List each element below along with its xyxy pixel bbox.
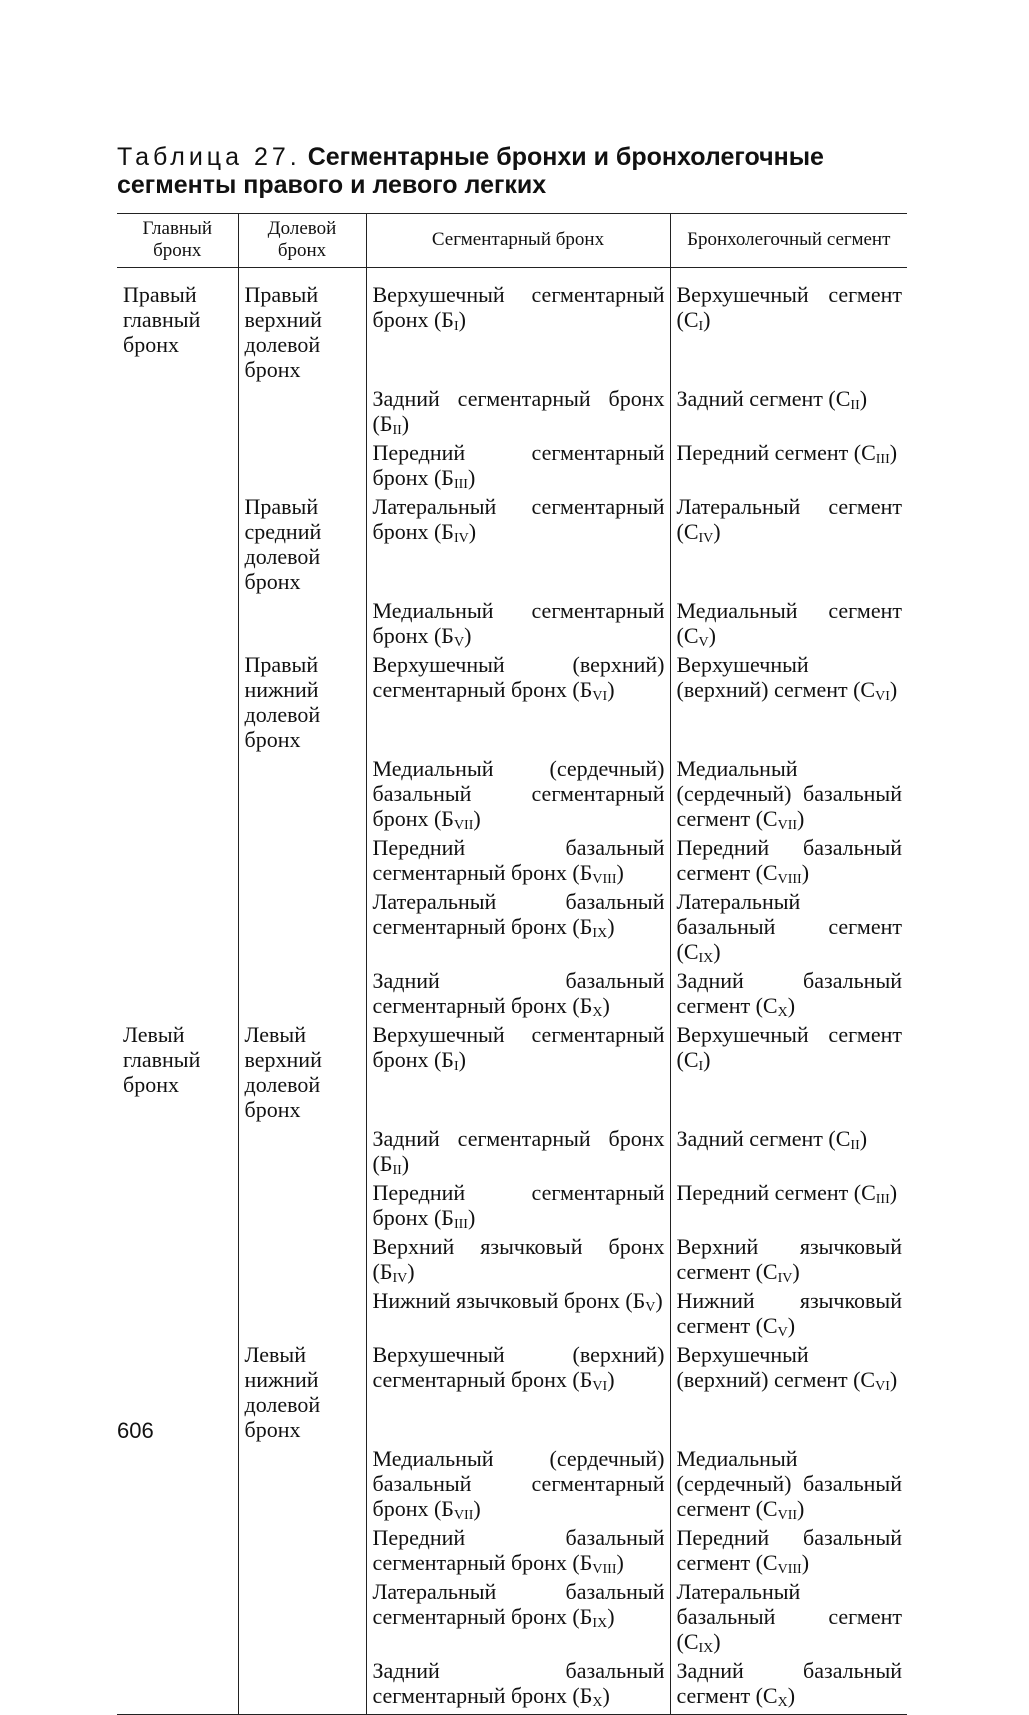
table-caption-text: Сегментарные бронхи и бронхолегочные сегменты правого и левого легких	[117, 143, 824, 199]
table-row	[117, 652, 907, 756]
table-row	[117, 756, 907, 835]
bronchopulmonary-segment-cell	[670, 889, 907, 968]
bronchopulmonary-segment-cell-text: Задний базальный сегмент $(С_X)$	[676, 968, 902, 1020]
bronchopulmonary-segment-cell	[670, 835, 907, 889]
segmental-bronchus-cell	[366, 1022, 670, 1126]
lobar-bronchus-cell	[238, 1658, 366, 1715]
main-bronchus-cell	[117, 889, 238, 968]
main-bronchus-cell	[117, 756, 238, 835]
table-row	[117, 1658, 907, 1715]
segmental-bronchus-cell-text: Передний сегментарный бронх $(Б_{III})$	[372, 1180, 665, 1232]
bronchopulmonary-segment-cell-text: Латеральный базальный сегмент $(С_{IX})$	[676, 889, 902, 966]
lobar-bronchus-cell-text: Правый нижний долевой бронх	[244, 652, 321, 752]
bronchopulmonary-segment-cell-text: Задний сегмент $(С_{II})$	[676, 386, 868, 413]
bronchopulmonary-segment-cell-text: Верхушечный (верхний) сегмент $(С_{VI})$	[676, 1342, 898, 1394]
table-row	[117, 440, 907, 494]
table-row	[117, 1288, 907, 1342]
header-segmental-bronchus: Сегментарный бронх	[366, 214, 670, 268]
table-row	[117, 968, 907, 1022]
segmental-bronchus-cell-text: Передний базальный сегментарный бронх $(Б_{VIII})$	[372, 1525, 665, 1577]
bronchopulmonary-segment-cell-text: Нижний язычковый сегмент $(С_V)$	[676, 1288, 902, 1340]
segmental-bronchus-cell-text: Верхушечный (верхний) сегментарный бронх $(Б_{VI})$	[372, 1342, 665, 1394]
lobar-bronchus-cell	[238, 835, 366, 889]
main-bronchus-cell	[117, 386, 238, 440]
segmental-bronchus-cell-text: Нижний язычковый бронх $(Б_V)$	[372, 1288, 663, 1315]
table-caption-prefix: Таблица 27.	[117, 143, 301, 171]
bronchopulmonary-segment-cell-text: Медиальный сегмент $(С_V)$	[676, 598, 902, 650]
segmental-bronchus-cell-text: Задний базальный сегментарный бронх $(Б_X)$	[372, 1658, 665, 1710]
table-row	[117, 1180, 907, 1234]
bronchopulmonary-segment-cell-text: Задний сегмент $(С_{II})$	[676, 1126, 868, 1153]
page-number: 606	[117, 1418, 154, 1443]
segmental-bronchus-cell	[366, 652, 670, 756]
bronchopulmonary-segment-cell	[670, 1446, 907, 1525]
lobar-bronchus-cell	[238, 968, 366, 1022]
bronchopulmonary-segment-cell-text: Верхушечный сегмент $(С_I)$	[676, 1022, 902, 1074]
table-row	[117, 386, 907, 440]
segmental-bronchus-cell	[366, 1126, 670, 1180]
table-row	[117, 1525, 907, 1579]
main-bronchus-cell	[117, 1658, 238, 1715]
bronchopulmonary-segment-cell	[670, 494, 907, 598]
segmental-bronchus-cell	[366, 1342, 670, 1446]
segmental-bronchus-cell-text: Верхушечный сегментарный бронх $(Б_I)$	[372, 282, 665, 334]
table-row	[117, 889, 907, 968]
table-row	[117, 1022, 907, 1126]
segmental-bronchus-cell	[366, 1288, 670, 1342]
bronchopulmonary-segment-cell	[670, 1126, 907, 1180]
lobar-bronchus-cell	[238, 1126, 366, 1180]
table-title	[117, 143, 917, 199]
lobar-bronchus-cell	[238, 1022, 366, 1126]
lobar-bronchus-cell	[238, 1234, 366, 1288]
main-bronchus-cell	[117, 1126, 238, 1180]
bronchopulmonary-segment-cell-text: Медиальный (сердечный) базальный сегмент $(С_{VII})$	[676, 756, 902, 833]
segmental-bronchus-cell-text: Медиальный сегментарный бронх $(Б_V)$	[372, 598, 665, 650]
lobar-bronchus-cell	[238, 1180, 366, 1234]
main-bronchus-cell	[117, 1022, 238, 1126]
bronchopulmonary-segment-cell	[670, 652, 907, 756]
table-row	[117, 1234, 907, 1288]
bronchopulmonary-segment-cell-text: Латеральный базальный сегмент $(С_{IX})$	[676, 1579, 902, 1656]
table-row	[117, 835, 907, 889]
bronchopulmonary-segment-cell	[670, 268, 907, 387]
lobar-bronchus-cell-text: Левый нижний долевой бронх	[244, 1342, 321, 1442]
header-bronchopulmonary-segment: Бронхолегочный сегмент	[670, 214, 907, 268]
segmental-bronchus-cell	[366, 598, 670, 652]
table-row	[117, 1342, 907, 1446]
main-bronchus-cell	[117, 1579, 238, 1658]
segmental-bronchus-cell	[366, 386, 670, 440]
main-bronchus-cell	[117, 1234, 238, 1288]
segmental-bronchus-cell	[366, 756, 670, 835]
header-main-bronchus: Главный бронх	[142, 218, 213, 261]
lobar-bronchus-cell	[238, 652, 366, 756]
lobar-bronchus-cell	[238, 756, 366, 835]
bronchopulmonary-segment-cell	[670, 1288, 907, 1342]
bronchi-table	[117, 213, 907, 1715]
lobar-bronchus-cell	[238, 1342, 366, 1446]
segmental-bronchus-cell-text: Передний базальный сегментарный бронх $(Б_{VIII})$	[372, 835, 665, 887]
bronchopulmonary-segment-cell-text: Передний базальный сегмент $(С_{VIII})$	[676, 1525, 902, 1577]
segmental-bronchus-cell-text: Медиальный (сердечный) базальный сегментарный бронх $(Б_{VII})$	[372, 756, 665, 833]
header-lobar-bronchus: Долевой бронх	[238, 214, 366, 268]
table-row	[117, 1126, 907, 1180]
bronchopulmonary-segment-cell	[670, 598, 907, 652]
bronchopulmonary-segment-cell-text: Передний сегмент $(С_{III})$	[676, 1180, 898, 1207]
bronchopulmonary-segment-cell-text: Задний базальный сегмент $(С_X)$	[676, 1658, 902, 1710]
main-bronchus-cell	[117, 1446, 238, 1525]
segmental-bronchus-cell-text: Задний сегментарный бронх $(Б_{II})$	[372, 1126, 665, 1178]
segmental-bronchus-cell-text: Медиальный (сердечный) базальный сегментарный бронх $(Б_{VII})$	[372, 1446, 665, 1523]
bronchopulmonary-segment-cell	[670, 1525, 907, 1579]
segmental-bronchus-cell-text: Латеральный сегментарный бронх $(Б_{IV})$	[372, 494, 665, 546]
segmental-bronchus-cell-text: Латеральный базальный сегментарный бронх $(Б_{IX})$	[372, 889, 665, 941]
main-bronchus-cell	[117, 652, 238, 756]
bronchopulmonary-segment-cell	[670, 1342, 907, 1446]
bronchopulmonary-segment-cell	[670, 386, 907, 440]
bronchopulmonary-segment-cell-text: Медиальный (сердечный) базальный сегмент $(С_{VII})$	[676, 1446, 902, 1523]
segmental-bronchus-cell	[366, 494, 670, 598]
segmental-bronchus-cell	[366, 1446, 670, 1525]
main-bronchus-cell	[117, 1525, 238, 1579]
bronchopulmonary-segment-cell	[670, 1180, 907, 1234]
table-row	[117, 598, 907, 652]
main-bronchus-cell	[117, 598, 238, 652]
bronchopulmonary-segment-cell	[670, 1658, 907, 1715]
main-bronchus-cell-text: Левый главный бронх	[123, 1022, 201, 1097]
bronchopulmonary-segment-cell	[670, 756, 907, 835]
main-bronchus-cell	[117, 968, 238, 1022]
segmental-bronchus-cell-text: Задний сегментарный бронх $(Б_{II})$	[372, 386, 665, 438]
segmental-bronchus-cell	[366, 1579, 670, 1658]
main-bronchus-cell	[117, 440, 238, 494]
bronchopulmonary-segment-cell-text: Передний сегмент $(С_{III})$	[676, 440, 898, 467]
segmental-bronchus-cell	[366, 440, 670, 494]
bronchopulmonary-segment-cell	[670, 1234, 907, 1288]
bronchopulmonary-segment-cell-text: Верхушечный (верхний) сегмент $(С_{VI})$	[676, 652, 898, 704]
table-row	[117, 1446, 907, 1525]
segmental-bronchus-cell-text: Латеральный базальный сегментарный бронх $(Б_{IX})$	[372, 1579, 665, 1631]
lobar-bronchus-cell	[238, 889, 366, 968]
lobar-bronchus-cell	[238, 1288, 366, 1342]
table-row	[117, 1579, 907, 1658]
lobar-bronchus-cell	[238, 494, 366, 598]
lobar-bronchus-cell	[238, 268, 366, 387]
segmental-bronchus-cell	[366, 968, 670, 1022]
main-bronchus-cell	[117, 835, 238, 889]
lobar-bronchus-cell	[238, 1525, 366, 1579]
main-bronchus-cell	[117, 494, 238, 598]
lobar-bronchus-cell	[238, 386, 366, 440]
table-header	[117, 214, 907, 268]
bronchopulmonary-segment-cell	[670, 1022, 907, 1126]
bronchopulmonary-segment-cell	[670, 440, 907, 494]
segmental-bronchus-cell-text: Верхний язычковый бронх $(Б_{IV})$	[372, 1234, 665, 1286]
segmental-bronchus-cell	[366, 1234, 670, 1288]
bronchopulmonary-segment-cell-text: Передний базальный сегмент $(С_{VIII})$	[676, 835, 902, 887]
lobar-bronchus-cell	[238, 1579, 366, 1658]
bronchopulmonary-segment-cell-text: Верхушечный сегмент $(С_I)$	[676, 282, 902, 334]
bronchopulmonary-segment-cell	[670, 968, 907, 1022]
segmental-bronchus-cell-text: Верхушечный (верхний) сегментарный бронх $(Б_{VI})$	[372, 652, 665, 704]
main-bronchus-cell	[117, 1288, 238, 1342]
main-bronchus-cell-text: Правый главный бронх	[123, 282, 201, 357]
lobar-bronchus-cell	[238, 598, 366, 652]
segmental-bronchus-cell	[366, 889, 670, 968]
main-bronchus-cell	[117, 268, 238, 387]
segmental-bronchus-cell-text: Задний базальный сегментарный бронх $(Б_X)$	[372, 968, 665, 1020]
lobar-bronchus-cell-text: Правый верхний долевой бронх	[244, 282, 322, 382]
main-bronchus-cell	[117, 1180, 238, 1234]
segmental-bronchus-cell	[366, 268, 670, 387]
lobar-bronchus-cell-text: Правый средний долевой бронх	[244, 494, 322, 594]
table-row	[117, 494, 907, 598]
bronchopulmonary-segment-cell-text: Латеральный сегмент $(С_{IV})$	[676, 494, 902, 546]
bronchopulmonary-segment-cell-text: Верхний язычковый сегмент $(С_{IV})$	[676, 1234, 902, 1286]
bronchopulmonary-segment-cell	[670, 1579, 907, 1658]
table-row	[117, 268, 907, 387]
segmental-bronchus-cell	[366, 835, 670, 889]
lobar-bronchus-cell	[238, 440, 366, 494]
lobar-bronchus-cell-text: Левый верхний долевой бронх	[244, 1022, 322, 1122]
segmental-bronchus-cell-text: Передний сегментарный бронх $(Б_{III})$	[372, 440, 665, 492]
segmental-bronchus-cell	[366, 1180, 670, 1234]
segmental-bronchus-cell-text: Верхушечный сегментарный бронх $(Б_I)$	[372, 1022, 665, 1074]
lobar-bronchus-cell	[238, 1446, 366, 1525]
segmental-bronchus-cell	[366, 1658, 670, 1715]
segmental-bronchus-cell	[366, 1525, 670, 1579]
table-body	[117, 268, 907, 1715]
